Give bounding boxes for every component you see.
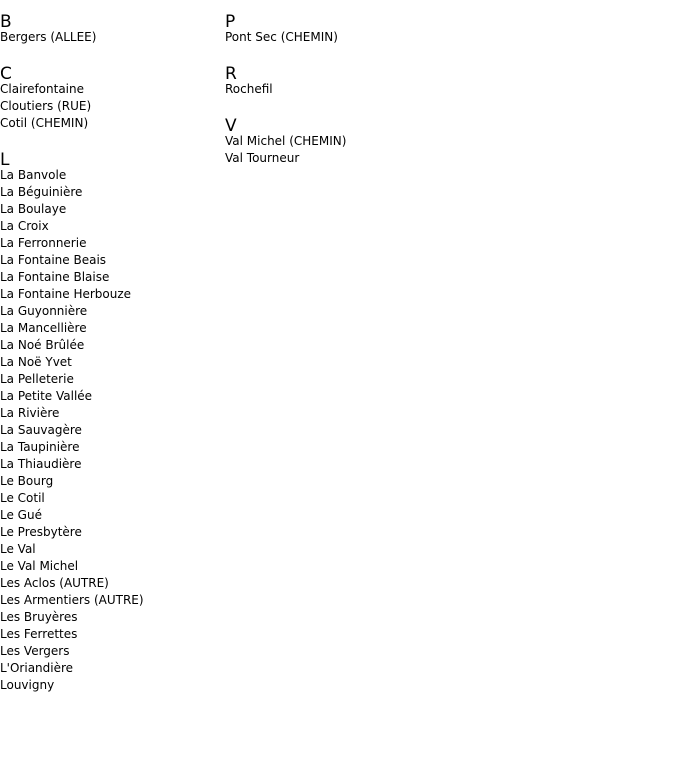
street-link[interactable]: Le Gué	[0, 508, 42, 522]
street-link[interactable]: Clairefontaine	[0, 82, 85, 96]
street-list	[0, 29, 220, 52]
street-link[interactable]: La Rivière	[0, 406, 60, 420]
street-link[interactable]: Les Armentiers (AUTRE)	[0, 593, 144, 607]
street-link[interactable]: Les Ferrettes	[0, 627, 78, 641]
street-link[interactable]: Le Val	[0, 542, 36, 556]
street-link[interactable]: Les Vergers	[0, 644, 70, 658]
letter-heading-c: C	[0, 64, 12, 84]
street-list	[225, 81, 445, 104]
street-link[interactable]: La Boulaye	[0, 202, 67, 216]
street-link[interactable]: La Petite Vallée	[0, 389, 93, 403]
letter-heading-v: V	[225, 116, 237, 136]
street-link[interactable]: Le Bourg	[0, 474, 54, 488]
street-link[interactable]: La Noé Brûlée	[0, 338, 85, 352]
street-link[interactable]: La Thiaudière	[0, 457, 82, 471]
street-link[interactable]: Le Cotil	[0, 491, 45, 505]
letter-heading-p: P	[225, 12, 236, 32]
street-link[interactable]: Les Bruyères	[0, 610, 78, 624]
street-link[interactable]: La Banvole	[0, 168, 67, 182]
street-link[interactable]: La Fontaine Blaise	[0, 270, 110, 284]
letter-group-c	[0, 52, 220, 138]
street-link[interactable]: Les Aclos (AUTRE)	[0, 576, 109, 590]
letter-heading-l: L	[0, 150, 10, 170]
street-link[interactable]: La Pelleterie	[0, 372, 74, 386]
street-link[interactable]: Pont Sec (CHEMIN)	[225, 30, 338, 44]
street-link[interactable]: La Sauvagère	[0, 423, 82, 437]
letter-group-b	[0, 0, 220, 52]
street-link[interactable]: Bergers (ALLEE)	[0, 30, 97, 44]
street-link[interactable]: La Fontaine Beais	[0, 253, 107, 267]
letter-heading-r: R	[225, 64, 237, 84]
street-link[interactable]: L'Oriandière	[0, 661, 74, 675]
letter-heading-b: B	[0, 12, 12, 32]
street-link[interactable]: La Fontaine Herbouze	[0, 287, 132, 301]
street-link[interactable]: Cloutiers (RUE)	[0, 99, 92, 113]
letter-group-l	[0, 138, 220, 700]
street-list	[225, 29, 445, 52]
street-link[interactable]: La Ferronnerie	[0, 236, 87, 250]
street-link[interactable]: Val Michel (CHEMIN)	[225, 134, 347, 148]
street-link[interactable]: Le Val Michel	[0, 559, 79, 573]
street-link[interactable]: Le Presbytère	[0, 525, 82, 539]
street-link[interactable]: Louvigny	[0, 678, 55, 692]
street-link[interactable]: Rochefil	[225, 82, 273, 96]
street-index-column-left	[0, 0, 220, 700]
street-link[interactable]: La Croix	[0, 219, 49, 233]
street-link[interactable]: La Mancellière	[0, 321, 87, 335]
letter-group-p	[225, 0, 445, 52]
letter-group-v	[225, 104, 445, 173]
street-link[interactable]: La Béguinière	[0, 185, 83, 199]
street-index-column-right	[225, 0, 445, 173]
street-link[interactable]: La Taupinière	[0, 440, 80, 454]
street-link[interactable]: La Guyonnière	[0, 304, 88, 318]
street-link[interactable]: Cotil (CHEMIN)	[0, 116, 89, 130]
street-link[interactable]: La Noë Yvet	[0, 355, 72, 369]
street-link[interactable]: Val Tourneur	[225, 151, 300, 165]
street-list	[225, 133, 445, 173]
street-list	[0, 81, 220, 138]
letter-group-r	[225, 52, 445, 104]
street-list	[0, 167, 220, 700]
